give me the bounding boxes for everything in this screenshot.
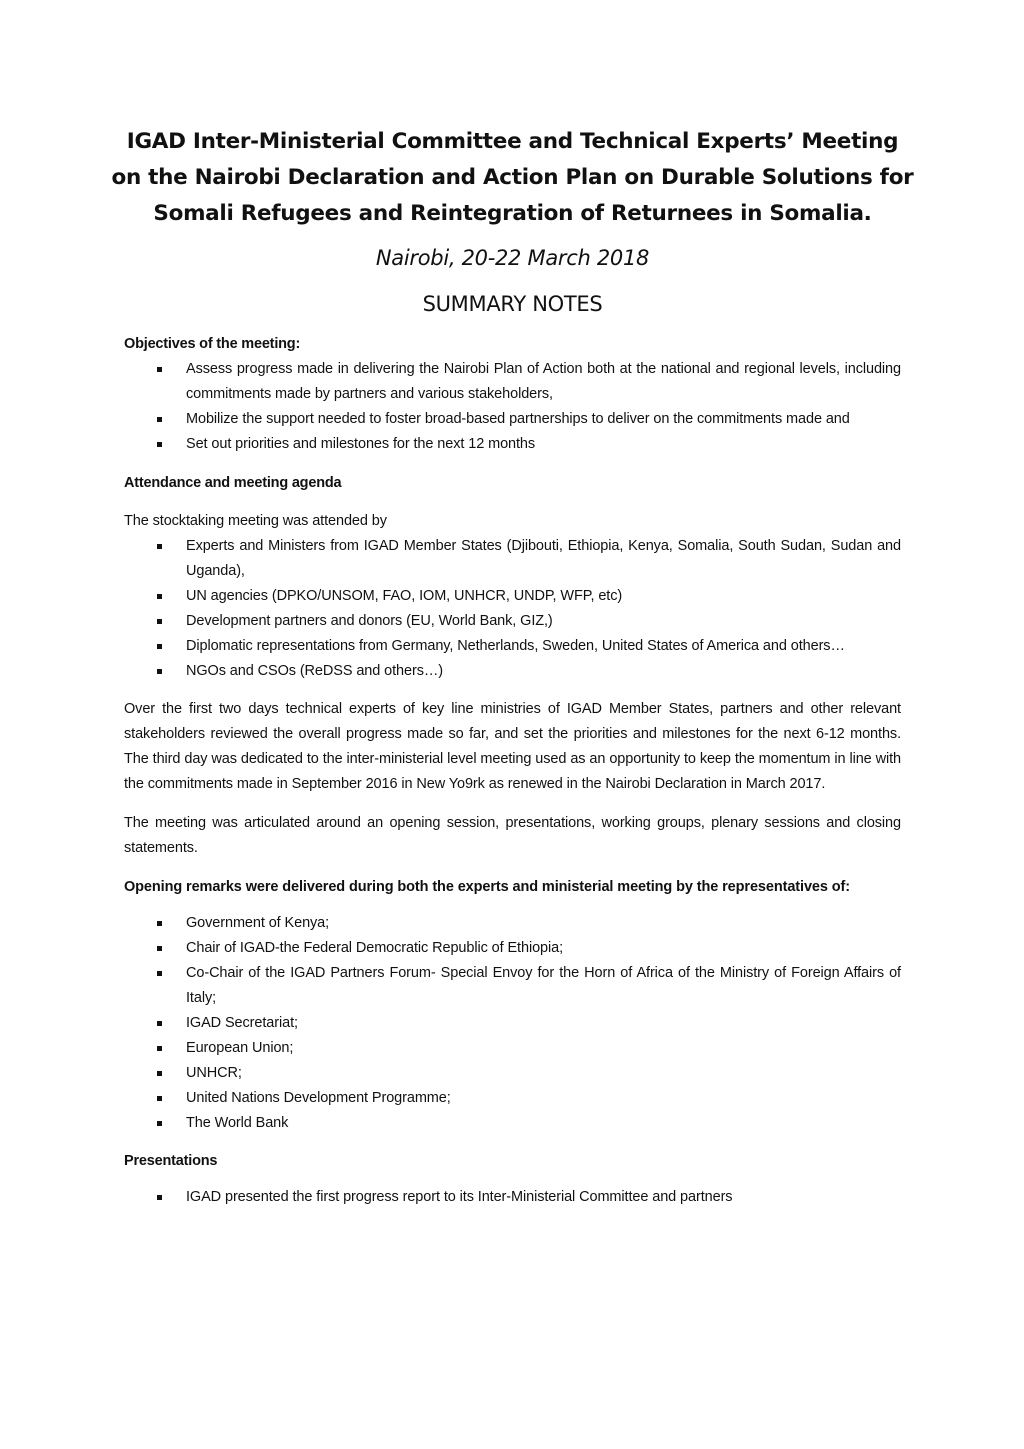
- bullet-icon: [157, 669, 162, 674]
- bullet-icon: [157, 971, 162, 976]
- bullet-icon: [157, 1046, 162, 1051]
- objectives-heading: Objectives of the meeting:: [124, 336, 301, 352]
- bullet-icon: [157, 367, 162, 372]
- list-item: The World Bank: [124, 1111, 901, 1136]
- list-item: Mobilize the support needed to foster broad-based partnerships to deliver on the commitments made and: [124, 407, 901, 432]
- presentations-heading: Presentations: [124, 1153, 218, 1169]
- overview-paragraph: Over the first two days technical experts of key line ministries of IGAD Member States, partners and other relevant stakeholders reviewed the overall progress made so far, and set the priorities and milestones for the next 6-12 months. The third day was dedicated to the inter-ministerial level meeting used as an opportunity to keep the momentum in line with the commitments made in September 2016 in New Yo9rk as renewed in the Nairobi Declaration in March 2017.: [124, 701, 901, 792]
- bullet-icon: [157, 921, 162, 926]
- opening-remarks-list: [124, 911, 901, 1136]
- list-item: Government of Kenya;: [124, 911, 901, 936]
- bullet-icon: [157, 1071, 162, 1076]
- list-item: Set out priorities and milestones for the next 12 months: [124, 432, 901, 457]
- list-item: IGAD Secretariat;: [124, 1011, 901, 1036]
- attendance-heading: Attendance and meeting agenda: [124, 475, 342, 491]
- structure-paragraph: The meeting was articulated around an opening session, presentations, working groups, plenary sessions and closing statements.: [124, 815, 901, 856]
- summary-heading: SUMMARY NOTES: [422, 292, 603, 316]
- list-item: UNHCR;: [124, 1061, 901, 1086]
- presentations-list: [124, 1185, 901, 1210]
- document-page: [111, 124, 914, 1210]
- bullet-icon: [157, 1121, 162, 1126]
- attendance-list: [124, 534, 901, 684]
- bullet-icon: [157, 619, 162, 624]
- list-item: IGAD presented the first progress report to its Inter-Ministerial Committee and partners: [124, 1185, 901, 1210]
- list-item: UN agencies (DPKO/UNSOM, FAO, IOM, UNHCR, UNDP, WFP, etc): [124, 584, 901, 609]
- list-item: Experts and Ministers from IGAD Member States (Djibouti, Ethiopia, Kenya, Somalia, South Sudan, Sudan and Uganda),: [124, 534, 901, 584]
- document-title: [104, 124, 921, 232]
- meeting-place-date: Nairobi, 20-22 March 2018: [375, 246, 650, 270]
- list-item: United Nations Development Programme;: [124, 1086, 901, 1111]
- bullet-icon: [157, 544, 162, 549]
- bullet-icon: [157, 946, 162, 951]
- objectives-list: [124, 357, 901, 457]
- title-line: on the Nairobi Declaration and Action Plan on Durable Solutions for: [111, 165, 914, 190]
- list-item: Co-Chair of the IGAD Partners Forum- Special Envoy for the Horn of Africa of the Ministry of Foreign Affairs of Italy;: [124, 961, 901, 1011]
- title-line: Somali Refugees and Reintegration of Returnees in Somalia.: [153, 201, 872, 226]
- bullet-icon: [157, 594, 162, 599]
- list-item: Assess progress made in delivering the Nairobi Plan of Action both at the national and regional levels, including commitments made by partners and various stakeholders,: [124, 357, 901, 407]
- bullet-icon: [157, 442, 162, 447]
- bullet-icon: [157, 644, 162, 649]
- title-line: IGAD Inter-Ministerial Committee and Technical Experts’ Meeting: [126, 129, 899, 154]
- list-item: Diplomatic representations from Germany, Netherlands, Sweden, United States of America and others…: [124, 634, 901, 659]
- bullet-icon: [157, 1021, 162, 1026]
- list-item: NGOs and CSOs (ReDSS and others…): [124, 659, 901, 684]
- list-item: Development partners and donors (EU, World Bank, GIZ,): [124, 609, 901, 634]
- bullet-icon: [157, 1195, 162, 1200]
- bullet-icon: [157, 1096, 162, 1101]
- list-item: European Union;: [124, 1036, 901, 1061]
- list-item: Chair of IGAD-the Federal Democratic Republic of Ethiopia;: [124, 936, 901, 961]
- opening-remarks-heading: Opening remarks were delivered during both the experts and ministerial meeting by the representatives of:: [124, 879, 850, 895]
- bullet-icon: [157, 417, 162, 422]
- attendance-intro: The stocktaking meeting was attended by: [124, 513, 387, 529]
